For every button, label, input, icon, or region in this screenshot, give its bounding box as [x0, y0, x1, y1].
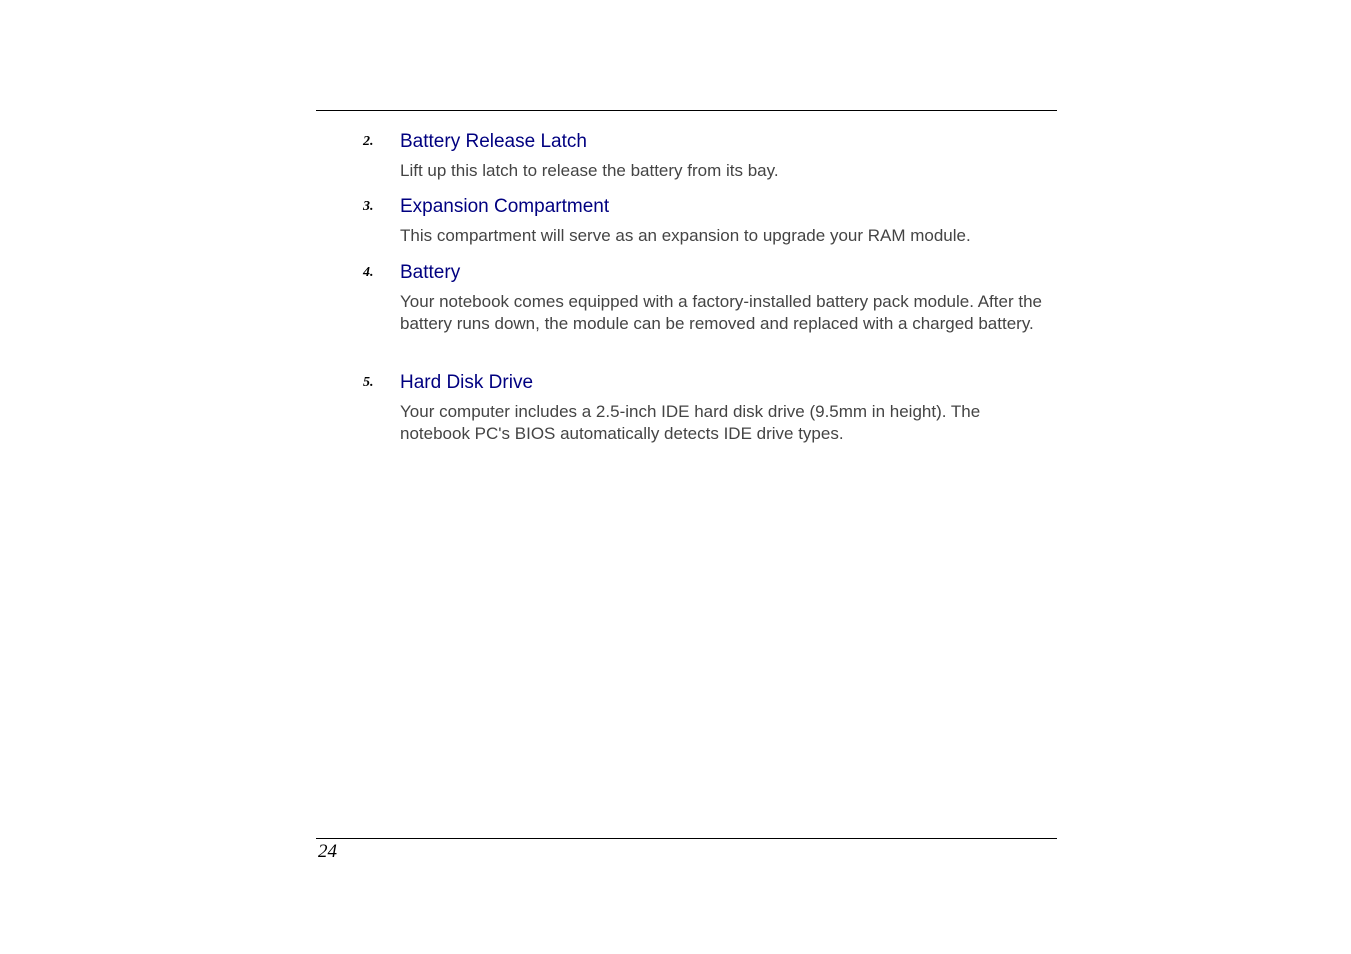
section-number: 5. [363, 375, 374, 390]
section-number: 3. [363, 199, 374, 214]
section-battery [363, 261, 1053, 334]
section-expansion-compartment [363, 195, 1053, 247]
footer-rule [316, 838, 1057, 839]
section-body: Lift up this latch to release the battery from its bay. [400, 161, 779, 180]
section-title: Battery [400, 262, 461, 283]
section-title: Battery Release Latch [400, 131, 587, 152]
section-title: Hard Disk Drive [400, 372, 534, 393]
section-number: 4. [363, 265, 374, 280]
section-battery-release-latch [363, 130, 1053, 182]
section-title: Expansion Compartment [400, 196, 610, 217]
section-body: This compartment will serve as an expansion to upgrade your RAM module. [400, 226, 971, 245]
section-hard-disk-drive [363, 371, 1053, 444]
section-body: Your computer includes a 2.5-inch IDE hard disk drive (9.5mm in height). The notebook PC's BIOS automatically detects IDE drive types. [400, 402, 981, 443]
header-rule [316, 110, 1057, 111]
page-number: 24 [318, 841, 337, 862]
section-number: 2. [363, 134, 374, 149]
section-body: Your notebook comes equipped with a factory-installed battery pack module. After the battery runs down, the module can be removed and replaced with a charged battery. [400, 292, 1042, 333]
